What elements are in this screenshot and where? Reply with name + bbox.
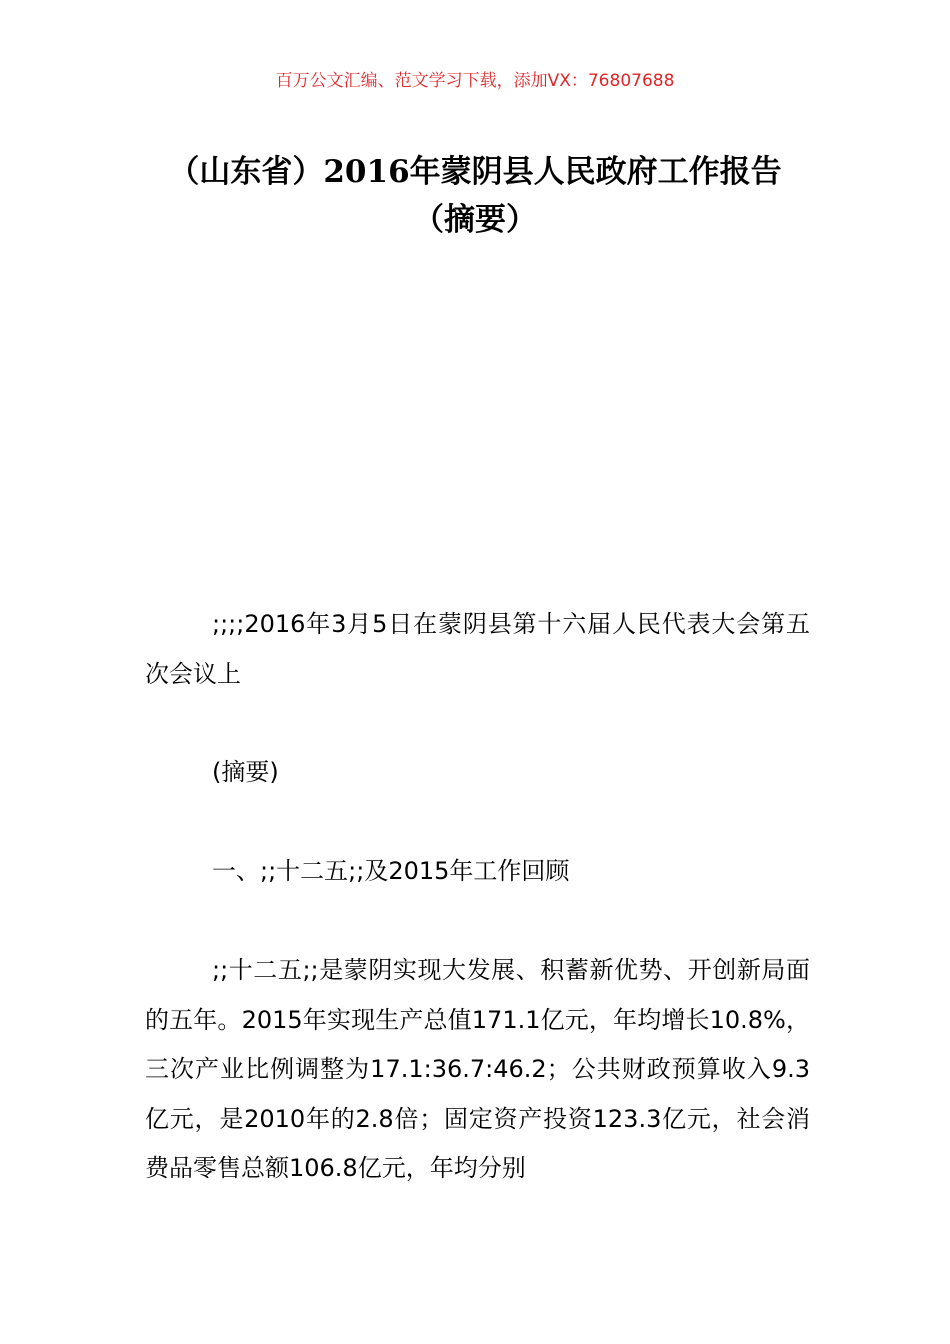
section-heading-review: 一、;;十二五;;及2015年工作回顾 bbox=[212, 857, 570, 885]
header-promo-note: 百万公文汇编、范文学习下载，添加VX：76807688 bbox=[275, 71, 675, 91]
paragraph-meeting-info: ;;;;2016年3月5日在蒙阴县第十六届人民代表大会第五次会议上 bbox=[145, 610, 810, 688]
document-title: （山东省）2016年蒙阴县人民政府工作报告（摘要） bbox=[168, 154, 782, 238]
paragraph-abstract-label: (摘要) bbox=[212, 758, 279, 786]
paragraph-review-body: ;;十二五;;是蒙阴实现大发展、积蓄新优势、开创新局面的五年。2015年实现生产总值171.1亿元，年均增长10.8%，三次产业比例调整为17.1:36.7:46.2；公共财政预算收入9.3亿元，是2010年的2.8倍；固定资产投资123.3亿元，社会消费品零售总额106.8亿元，年均分别 bbox=[145, 956, 810, 1182]
